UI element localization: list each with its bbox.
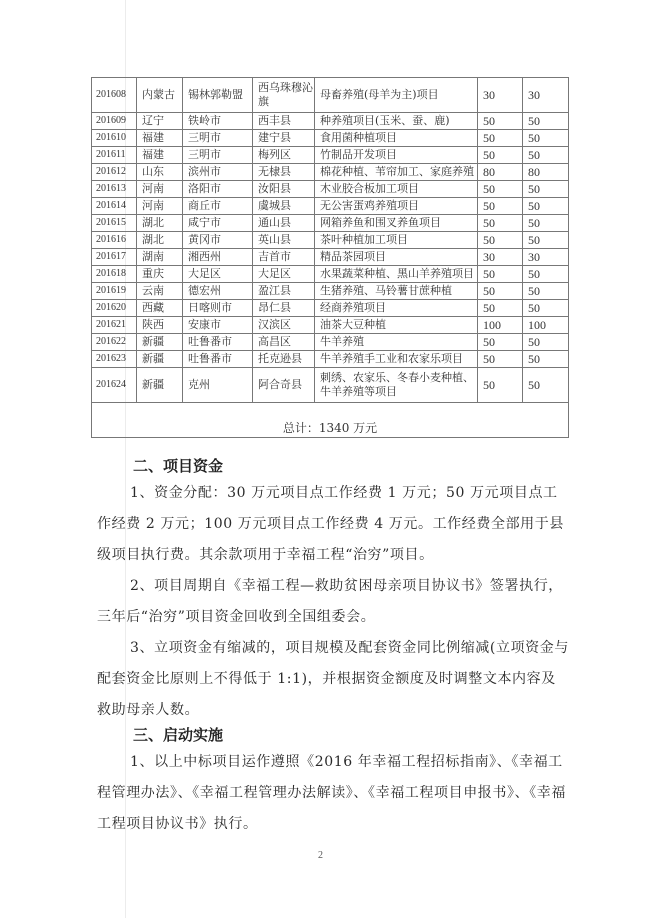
cell-county: 虞城县 — [253, 198, 315, 215]
cell-code: 201624 — [92, 368, 137, 403]
table-row — [92, 181, 569, 198]
table-row — [92, 334, 569, 351]
table-row — [92, 368, 569, 403]
cell-province: 湖北 — [137, 215, 183, 232]
cell-city: 吐鲁番市 — [183, 351, 253, 368]
cell-code: 201621 — [92, 317, 137, 334]
cell-code: 201623 — [92, 351, 137, 368]
cell-province: 新疆 — [137, 334, 183, 351]
cell-city: 咸宁市 — [183, 215, 253, 232]
cell-county: 昂仁县 — [253, 300, 315, 317]
cell-amount-a: 50 — [478, 198, 523, 215]
table-row — [92, 130, 569, 147]
cell-amount-a: 50 — [478, 334, 523, 351]
table-row — [92, 147, 569, 164]
cell-code: 201616 — [92, 232, 137, 249]
cell-city: 商丘市 — [183, 198, 253, 215]
cell-county: 英山县 — [253, 232, 315, 249]
cell-project: 茶叶种植加工项目 — [315, 232, 478, 249]
cell-county: 阿合奇县 — [253, 368, 315, 403]
cell-project: 食用菌种植项目 — [315, 130, 478, 147]
cell-project: 牛羊养殖 — [315, 334, 478, 351]
cell-project: 竹制品开发项目 — [315, 147, 478, 164]
cell-amount-b: 100 — [523, 317, 569, 334]
cell-code: 201612 — [92, 164, 137, 181]
cell-amount-a: 30 — [478, 78, 523, 113]
cell-amount-a: 50 — [478, 113, 523, 130]
cell-amount-b: 50 — [523, 266, 569, 283]
cell-province: 福建 — [137, 147, 183, 164]
cell-amount-b: 50 — [523, 130, 569, 147]
cell-amount-a: 100 — [478, 317, 523, 334]
cell-project: 精品茶园项目 — [315, 249, 478, 266]
cell-amount-a: 50 — [478, 283, 523, 300]
cell-county: 高昌区 — [253, 334, 315, 351]
total-amount: 总计：1340 万元 — [92, 403, 569, 438]
cell-amount-b: 50 — [523, 113, 569, 130]
cell-amount-a: 50 — [478, 300, 523, 317]
cell-code: 201617 — [92, 249, 137, 266]
table-row — [92, 232, 569, 249]
cell-city: 三明市 — [183, 130, 253, 147]
cell-county: 通山县 — [253, 215, 315, 232]
cell-county: 汉滨区 — [253, 317, 315, 334]
table-row — [92, 317, 569, 334]
cell-amount-b: 30 — [523, 249, 569, 266]
cell-amount-a: 50 — [478, 215, 523, 232]
cell-amount-b: 50 — [523, 351, 569, 368]
table-row — [92, 215, 569, 232]
paragraph-fund-reduction: 3、立项资金有缩减的，项目规模及配套资金同比例缩减(立项资金与配套资金比原则上不得低于 1:1)，并根据资金额度及时调整文本内容及救助母亲人数。 — [97, 640, 569, 718]
cell-county: 无棣县 — [253, 164, 315, 181]
table-row — [92, 164, 569, 181]
cell-code: 201620 — [92, 300, 137, 317]
table-row — [92, 249, 569, 266]
cell-county: 托克逊县 — [253, 351, 315, 368]
table-row — [92, 198, 569, 215]
cell-province: 陕西 — [137, 317, 183, 334]
paragraph-implementation-rules: 1、以上中标项目运作遵照《2016 年幸福工程招标指南》、《幸福工程管理办法》、《幸福工程管理办法解读》、《幸福工程项目申报书》、《幸福工程项目协议书》执行。 — [97, 754, 566, 832]
cell-project: 牛羊养殖手工业和农家乐项目 — [315, 351, 478, 368]
project-funds-table — [91, 77, 569, 438]
cell-amount-b: 50 — [523, 198, 569, 215]
cell-province: 河南 — [137, 198, 183, 215]
cell-city: 黄冈市 — [183, 232, 253, 249]
cell-project: 水果蔬菜种植、黑山羊养殖项目 — [315, 266, 478, 283]
paragraph-fund-allocation: 1、资金分配：30 万元项目点工作经费 1 万元；50 万元项目点工作经费 2 万元；100 万元项目点工作经费 4 万元。工作经费全部用于县级项目执行费。其余款项用于幸福工程“治穷”项目。 — [97, 485, 564, 563]
cell-city: 克州 — [183, 368, 253, 403]
cell-project: 网箱养鱼和围叉养鱼项目 — [315, 215, 478, 232]
cell-county: 大足区 — [253, 266, 315, 283]
table-row — [92, 300, 569, 317]
cell-county: 盈江县 — [253, 283, 315, 300]
cell-amount-a: 50 — [478, 351, 523, 368]
cell-amount-a: 50 — [478, 130, 523, 147]
cell-amount-b: 50 — [523, 215, 569, 232]
cell-amount-b: 50 — [523, 147, 569, 164]
cell-amount-a: 80 — [478, 164, 523, 181]
cell-code: 201611 — [92, 147, 137, 164]
cell-amount-a: 30 — [478, 249, 523, 266]
cell-code: 201614 — [92, 198, 137, 215]
cell-code: 201619 — [92, 283, 137, 300]
page-number: 2 — [318, 850, 323, 861]
cell-amount-b: 30 — [523, 78, 569, 113]
cell-county: 梅列区 — [253, 147, 315, 164]
cell-city: 日喀则市 — [183, 300, 253, 317]
cell-amount-b: 50 — [523, 368, 569, 403]
cell-province: 新疆 — [137, 351, 183, 368]
cell-amount-b: 50 — [523, 334, 569, 351]
cell-province: 内蒙古 — [137, 78, 183, 113]
cell-project: 木业胶合板加工项目 — [315, 181, 478, 198]
cell-city: 大足区 — [183, 266, 253, 283]
cell-amount-b: 50 — [523, 283, 569, 300]
cell-amount-a: 50 — [478, 232, 523, 249]
cell-code: 201618 — [92, 266, 137, 283]
cell-amount-a: 50 — [478, 147, 523, 164]
cell-city: 铁岭市 — [183, 113, 253, 130]
paragraph-project-cycle: 2、项目周期自《幸福工程—救助贫困母亲项目协议书》签署执行，三年后“治穷”项目资金回收到全国组委会。 — [97, 578, 563, 625]
cell-county: 西丰县 — [253, 113, 315, 130]
cell-project: 棉花种植、苇帘加工、家庭养殖 — [315, 164, 478, 181]
cell-city: 安康市 — [183, 317, 253, 334]
cell-city: 三明市 — [183, 147, 253, 164]
cell-county: 西乌珠穆沁旗 — [253, 78, 315, 113]
cell-province: 西藏 — [137, 300, 183, 317]
cell-county: 建宁县 — [253, 130, 315, 147]
cell-amount-a: 50 — [478, 181, 523, 198]
cell-province: 河南 — [137, 181, 183, 198]
cell-province: 重庆 — [137, 266, 183, 283]
cell-code: 201610 — [92, 130, 137, 147]
cell-code: 201622 — [92, 334, 137, 351]
table-row — [92, 78, 569, 113]
cell-city: 湘西州 — [183, 249, 253, 266]
cell-city: 锡林郭勒盟 — [183, 78, 253, 113]
cell-city: 滨州市 — [183, 164, 253, 181]
cell-province: 湖北 — [137, 232, 183, 249]
cell-county: 吉首市 — [253, 249, 315, 266]
cell-province: 湖南 — [137, 249, 183, 266]
cell-project: 无公害蛋鸡养殖项目 — [315, 198, 478, 215]
cell-city: 吐鲁番市 — [183, 334, 253, 351]
cell-amount-a: 50 — [478, 368, 523, 403]
cell-amount-b: 50 — [523, 300, 569, 317]
cell-code: 201608 — [92, 78, 137, 113]
cell-city: 洛阳市 — [183, 181, 253, 198]
cell-project: 种养殖项目(玉米、蚕、鹿) — [315, 113, 478, 130]
cell-city: 德宏州 — [183, 283, 253, 300]
cell-code: 201615 — [92, 215, 137, 232]
table-row — [92, 266, 569, 283]
cell-province: 云南 — [137, 283, 183, 300]
cell-amount-b: 50 — [523, 232, 569, 249]
cell-amount-b: 80 — [523, 164, 569, 181]
table-row — [92, 113, 569, 130]
cell-code: 201613 — [92, 181, 137, 198]
cell-amount-b: 50 — [523, 181, 569, 198]
cell-province: 山东 — [137, 164, 183, 181]
table-total-row — [92, 403, 569, 438]
cell-amount-a: 50 — [478, 266, 523, 283]
cell-project: 生猪养殖、马铃薯甘蔗种植 — [315, 283, 478, 300]
table-row — [92, 351, 569, 368]
cell-project: 母畜养殖(母羊为主)项目 — [315, 78, 478, 113]
section-heading-implementation: 三、启动实施 — [133, 726, 224, 744]
cell-province: 辽宁 — [137, 113, 183, 130]
cell-county: 汝阳县 — [253, 181, 315, 198]
cell-province: 新疆 — [137, 368, 183, 403]
section-heading-funds: 二、项目资金 — [133, 457, 224, 475]
cell-project: 油茶大豆种植 — [315, 317, 478, 334]
cell-code: 201609 — [92, 113, 137, 130]
table-row — [92, 283, 569, 300]
cell-project: 刺绣、农家乐、冬春小麦种植、牛羊养殖等项目 — [315, 368, 478, 403]
cell-project: 经商养殖项目 — [315, 300, 478, 317]
cell-province: 福建 — [137, 130, 183, 147]
